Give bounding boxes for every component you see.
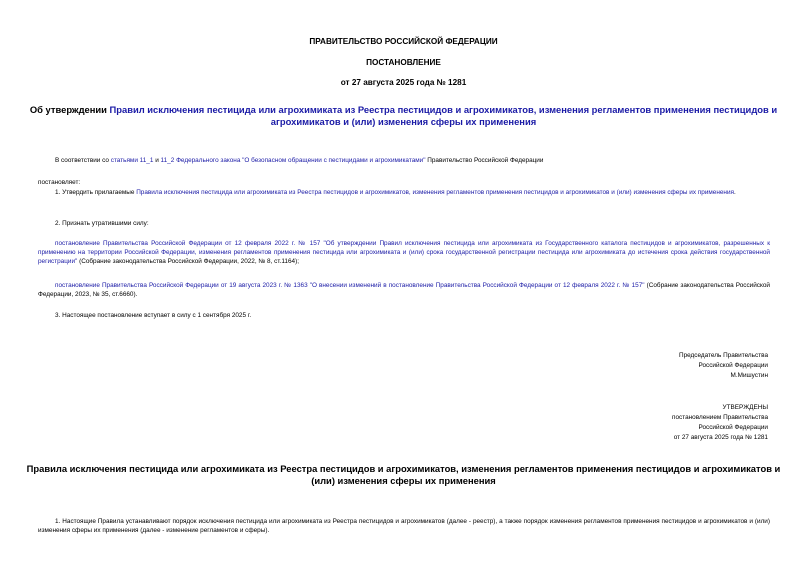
preamble [55,156,770,165]
approval-block [500,403,768,443]
preamble-and: и [153,157,161,164]
approval-line-2: постановлением Правительства [672,414,768,421]
rules-item-1: 1. Настоящие Правила устанавливают порядок исключения пестицида или агрохимиката из Реестра пестицидов и агрохимикатов (далее - реестр), а также порядок изменения регламентов применения пестицидов и агрохимикатов и (или) изменения сферы их применения (далее - изменение регламентов и сферы). [38,518,770,534]
approval-title: УТВЕРЖДЕНЫ [722,404,768,411]
decree-word: постановляет: [38,179,81,186]
rules-title [0,463,807,487]
item-1 [38,188,770,197]
government-header: ПРАВИТЕЛЬСТВО РОССИЙСКОЙ ФЕДЕРАЦИИ [309,37,498,46]
repeal-item-1 [38,239,770,266]
signature-country: Российской Федерации [698,362,768,369]
signature-block [500,351,768,381]
preamble-post: Правительство Российской Федерации [425,157,544,164]
document-title [0,104,807,128]
title-rules-link-cont[interactable]: агрохимикатов и (или) изменения сферы их применения [270,116,537,127]
repeal-item-2 [38,281,770,299]
article-11-2-link[interactable]: 11_2 [160,157,175,164]
federal-law-link[interactable]: Федерального закона "О безопасном обращении с пестицидами и агрохимикатами" [176,157,426,164]
repeal-2-source: (Собрание законодательства Российской Федерации, 2023, № 35, ст.6660). [38,282,770,298]
approved-rules-link[interactable]: Правила исключения пестицида или агрохимиката из Реестра пестицидов и агрохимикатов, изменения регламентов применения пестицидов и агрохимикатов и (или) изменения сферы их применения [136,189,734,196]
item-1-post: . [733,189,736,196]
item-3: 3. Настоящее постановление вступает в силу с 1 сентября 2025 г. [55,312,252,319]
repeal-1-source: (Собрание законодательства Российской Федерации, 2022, № 8, ст.1164); [77,258,299,265]
articles-link[interactable]: статьями 11_1 [110,157,154,164]
decree-1363-link[interactable]: постановление Правительства Российской Федерации от 19 августа 2023 г. № 1363 "О внесении изменений в постановление Правительства Российской Федерации от 12 февраля 2022 г. № 157" [55,282,645,289]
title-rules-link[interactable]: Правил исключения пестицида или агрохимиката из Реестра пестицидов и агрохимикатов, изменения регламентов применения пестицидов и [109,104,778,115]
preamble-text: В соответствии со [55,157,111,164]
signature-position: Председатель Правительства [679,352,768,359]
rules-title-line-1: Правила исключения пестицида или агрохимиката из Реестра пестицидов и агрохимикатов, изменения регламентов применения пестицидов и агрохимикатов и [26,463,781,474]
item-2: 2. Признать утратившими силу: [55,220,149,227]
decree-157-link[interactable]: постановление Правительства Российской Федерации от 12 февраля 2022 г. № 157 "Об утверждении Правил исключения пестицида или агрохимиката из Государственного каталога пестицидов и агрохимикатов, разрешенных к применению на территории Российской Федерации, изменения регламентов применения пестицида или агрохимиката и (или) срока государственной регистрации пестицида или агрохимиката до истечения срока действия государственной регистрации" [38,240,770,265]
approval-line-3: Российской Федерации [698,424,768,431]
document-type: ПОСТАНОВЛЕНИЕ [366,58,441,67]
item-1-text: 1. Утвердить прилагаемые [55,189,137,196]
signature-name: М.Мишустин [730,372,768,379]
approval-line-4: от 27 августа 2025 года № 1281 [673,434,768,441]
rules-title-line-2: (или) изменения сферы их применения [311,475,496,486]
title-prefix: Об утверждении [29,104,110,115]
document-date-number: от 27 августа 2025 года № 1281 [340,78,467,87]
